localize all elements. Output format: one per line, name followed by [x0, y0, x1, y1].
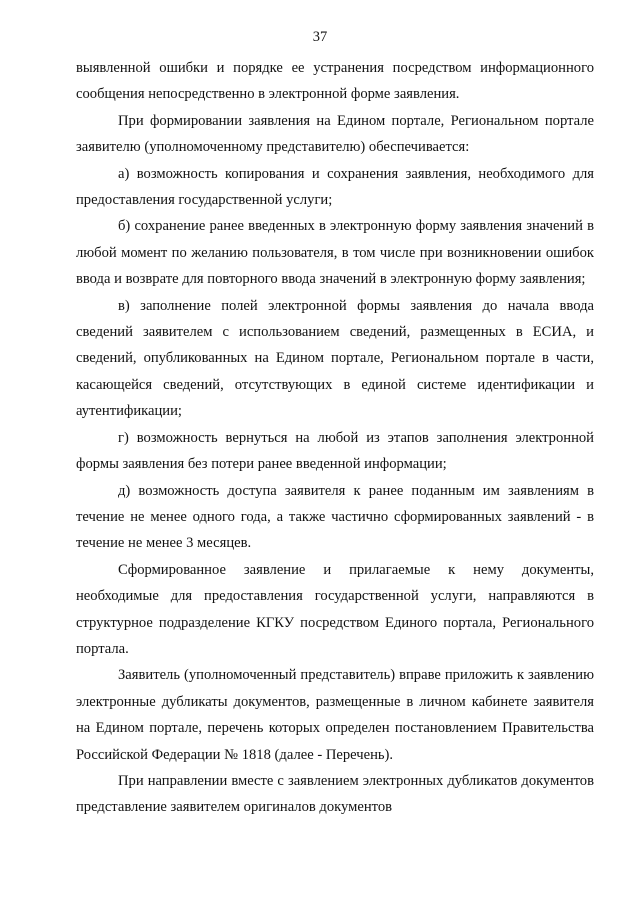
paragraph-item-a: а) возможность копирования и сохранения заявления, необходимого для предоставления государственной услуги;	[76, 165, 594, 209]
paragraph-form-provisions-intro: При формировании заявления на Едином портале, Региональном портале заявителю (уполномоченному представителю) обеспечивается:	[76, 112, 594, 156]
paragraph-continuation: выявленной ошибки и порядке ее устранения посредством информационного сообщения непосредственно в электронной форме заявления.	[76, 60, 594, 103]
paragraph-item-g: г) возможность вернуться на любой из этапов заполнения электронной формы заявления без потери ранее введенной информации;	[76, 429, 594, 473]
paragraph-item-d: д) возможность доступа заявителя к ранее поданным им заявлениям в течение не менее одного года, а также частично сформированных заявлений - в течение не менее 3 месяцев.	[76, 482, 594, 552]
paragraph-electronic-duplicates: Заявитель (уполномоченный представитель) вправе приложить к заявлению электронные дубликаты документов, размещенные в личном кабинете заявителя на Едином портале, перечень которых определен постановлением Правительства Российской Федерации № 1818 (далее - Перечень).	[76, 667, 594, 763]
paragraph-item-b: б) сохранение ранее введенных в электронную форму заявления значений в любой момент по желанию пользователя, в том числе при возникновении ошибок ввода и возврате для повторного ввода значений в электронную форму заявления;	[76, 218, 594, 288]
paragraph-originals: При направлении вместе с заявлением электронных дубликатов документов представление заявителем оригиналов документов	[76, 772, 594, 816]
document-body	[76, 55, 594, 821]
paragraph-item-v: в) заполнение полей электронной формы заявления до начала ввода сведений заявителем с использованием сведений, размещенных в ЕСИА, и сведений, опубликованных на Едином портале, Региональном портале в части, касающейся сведений, отсутствующих в единой системе идентификации и аутентификации;	[76, 297, 594, 420]
paragraph-submission: Сформированное заявление и прилагаемые к нему документы, необходимые для предоставления государственной услуги, направляются в структурное подразделение КГКУ посредством Единого портала, Регионального портала.	[76, 561, 594, 657]
page-number: 37	[312, 29, 328, 45]
